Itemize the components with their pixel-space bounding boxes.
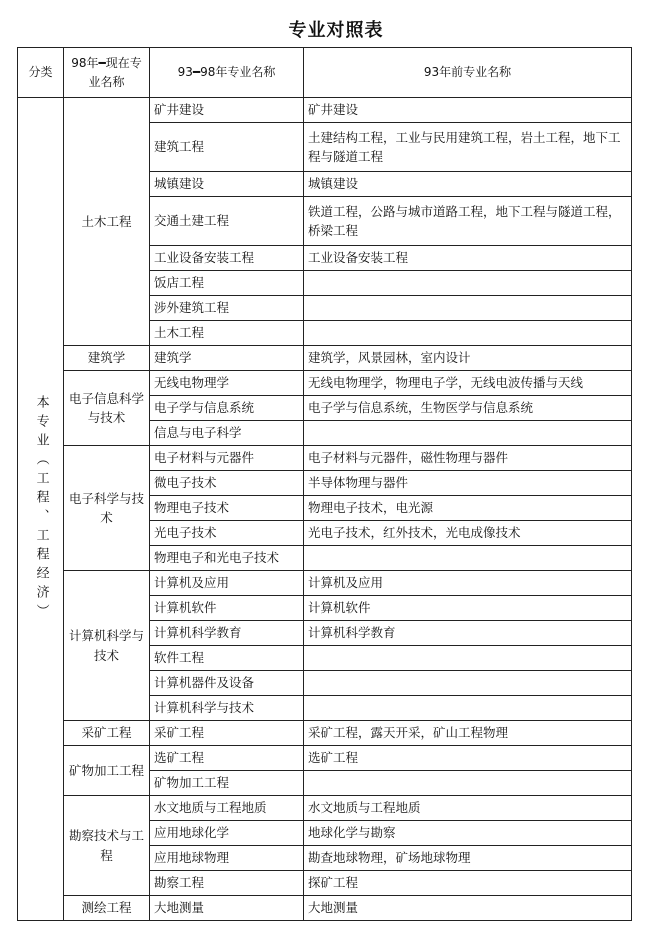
- table-row: [18, 571, 632, 596]
- mid-major-cell: 计算机器件及设备: [150, 671, 304, 696]
- table-row: [18, 721, 632, 746]
- table-row: [18, 446, 632, 471]
- old-major-cell: 地球化学与勘察: [304, 821, 632, 846]
- mid-major-cell: 涉外建筑工程: [150, 296, 304, 321]
- mid-major-cell: 勘察工程: [150, 871, 304, 896]
- header-category: 分类: [18, 48, 64, 98]
- mid-major-cell: 计算机科学教育: [150, 621, 304, 646]
- header-93-98-major: 93━98年专业名称: [150, 48, 304, 98]
- old-major-cell: 水文地质与工程地质: [304, 796, 632, 821]
- mid-major-cell: 计算机及应用: [150, 571, 304, 596]
- old-major-cell: [304, 296, 632, 321]
- old-major-cell: 光电子技术，红外技术，光电成像技术: [304, 521, 632, 546]
- mid-major-cell: 电子材料与元器件: [150, 446, 304, 471]
- old-major-cell: 勘查地球物理，矿场地球物理: [304, 846, 632, 871]
- current-major-cell: 勘察技术与工程: [64, 796, 150, 896]
- mid-major-cell: 微电子技术: [150, 471, 304, 496]
- old-major-cell: 工业设备安装工程: [304, 246, 632, 271]
- current-major-cell: 采矿工程: [64, 721, 150, 746]
- old-major-cell: 矿井建设: [304, 98, 632, 123]
- mid-major-cell: 矿物加工工程: [150, 771, 304, 796]
- current-major-cell: 计算机科学与技术: [64, 571, 150, 721]
- mid-major-cell: 光电子技术: [150, 521, 304, 546]
- old-major-cell: 土建结构工程，工业与民用建筑工程，岩土工程，地下工程与隧道工程: [304, 123, 632, 172]
- old-major-cell: 物理电子技术，电光源: [304, 496, 632, 521]
- table-row: [18, 746, 632, 771]
- old-major-cell: 采矿工程，露天开采，矿山工程物理: [304, 721, 632, 746]
- mid-major-cell: 土木工程: [150, 321, 304, 346]
- table-row: [18, 896, 632, 921]
- mid-major-cell: 饭店工程: [150, 271, 304, 296]
- mid-major-cell: 物理电子技术: [150, 496, 304, 521]
- table-row: [18, 796, 632, 821]
- old-major-cell: 计算机及应用: [304, 571, 632, 596]
- table-row: [18, 98, 632, 123]
- old-major-cell: [304, 646, 632, 671]
- header-pre-93-major: 93年前专业名称: [304, 48, 632, 98]
- current-major-cell: 建筑学: [64, 346, 150, 371]
- mid-major-cell: 应用地球物理: [150, 846, 304, 871]
- mid-major-cell: 建筑学: [150, 346, 304, 371]
- mid-major-cell: 应用地球化学: [150, 821, 304, 846]
- mid-major-cell: 交通土建工程: [150, 197, 304, 246]
- old-major-cell: 选矿工程: [304, 746, 632, 771]
- category-label: 本专业（工程、工程经济）: [33, 395, 49, 623]
- current-major-cell: 土木工程: [64, 98, 150, 346]
- old-major-cell: 建筑学，风景园林，室内设计: [304, 346, 632, 371]
- mid-major-cell: 水文地质与工程地质: [150, 796, 304, 821]
- old-major-cell: [304, 271, 632, 296]
- mid-major-cell: 软件工程: [150, 646, 304, 671]
- old-major-cell: 铁道工程，公路与城市道路工程，地下工程与隧道工程，桥梁工程: [304, 197, 632, 246]
- mid-major-cell: 矿井建设: [150, 98, 304, 123]
- old-major-cell: 电子学与信息系统，生物医学与信息系统: [304, 396, 632, 421]
- mid-major-cell: 信息与电子科学: [150, 421, 304, 446]
- mid-major-cell: 采矿工程: [150, 721, 304, 746]
- header-current-major: 98年━现在专业名称: [64, 48, 150, 98]
- current-major-cell: 矿物加工工程: [64, 746, 150, 796]
- old-major-cell: 城镇建设: [304, 172, 632, 197]
- table-body: [18, 98, 632, 921]
- table-row: [18, 371, 632, 396]
- mid-major-cell: 电子学与信息系统: [150, 396, 304, 421]
- old-major-cell: [304, 771, 632, 796]
- major-comparison-table: [17, 47, 632, 921]
- mid-major-cell: 建筑工程: [150, 123, 304, 172]
- old-major-cell: [304, 421, 632, 446]
- page-title: 专业对照表: [288, 20, 384, 41]
- mid-major-cell: 工业设备安装工程: [150, 246, 304, 271]
- current-major-cell: 电子科学与技术: [64, 446, 150, 571]
- old-major-cell: [304, 696, 632, 721]
- mid-major-cell: 城镇建设: [150, 172, 304, 197]
- mid-major-cell: 大地测量: [150, 896, 304, 921]
- mid-major-cell: 物理电子和光电子技术: [150, 546, 304, 571]
- table-row: [18, 346, 632, 371]
- table-header-row: [18, 48, 632, 98]
- old-major-cell: 大地测量: [304, 896, 632, 921]
- mid-major-cell: 计算机科学与技术: [150, 696, 304, 721]
- current-major-cell: 测绘工程: [64, 896, 150, 921]
- old-major-cell: 计算机科学教育: [304, 621, 632, 646]
- mid-major-cell: 计算机软件: [150, 596, 304, 621]
- current-major-cell: 电子信息科学与技术: [64, 371, 150, 446]
- mid-major-cell: 选矿工程: [150, 746, 304, 771]
- old-major-cell: 半导体物理与器件: [304, 471, 632, 496]
- old-major-cell: 计算机软件: [304, 596, 632, 621]
- category-cell: [18, 98, 64, 921]
- old-major-cell: [304, 321, 632, 346]
- mid-major-cell: 无线电物理学: [150, 371, 304, 396]
- old-major-cell: [304, 546, 632, 571]
- old-major-cell: 探矿工程: [304, 871, 632, 896]
- old-major-cell: [304, 671, 632, 696]
- old-major-cell: 无线电物理学，物理电子学，无线电波传播与天线: [304, 371, 632, 396]
- old-major-cell: 电子材料与元器件，磁性物理与器件: [304, 446, 632, 471]
